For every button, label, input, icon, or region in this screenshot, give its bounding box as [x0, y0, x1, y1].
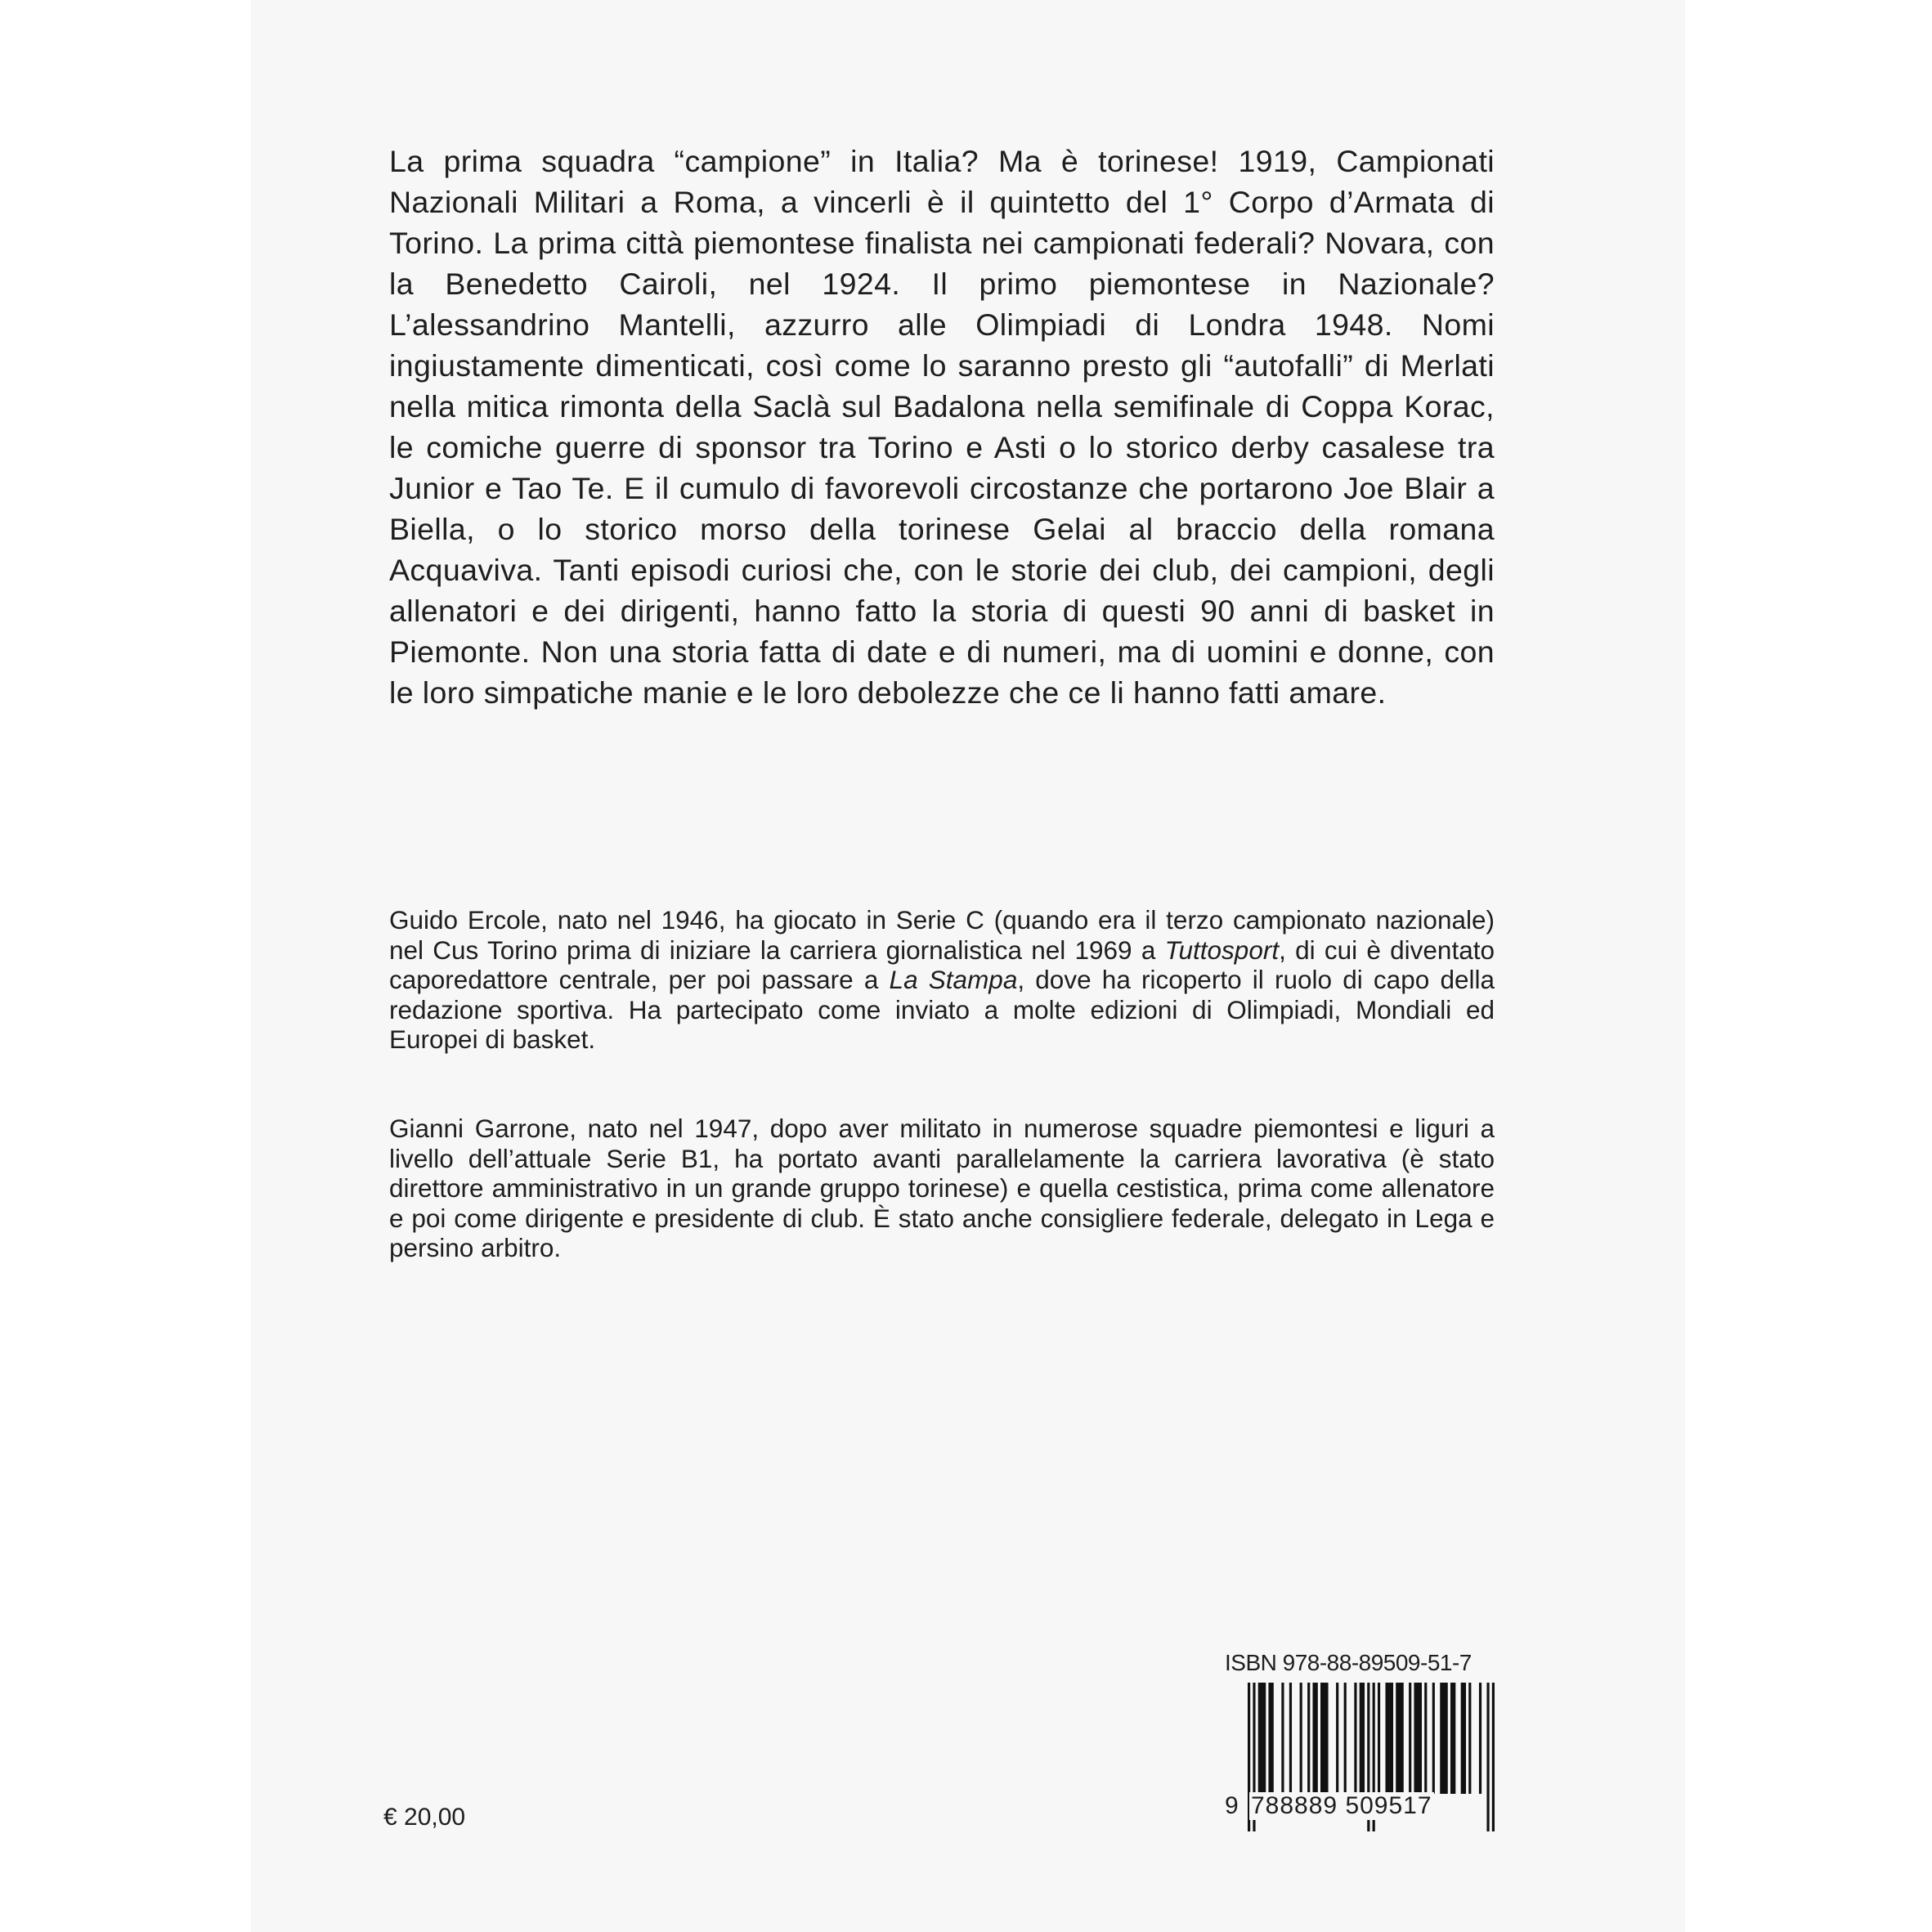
- barcode-bar: [1289, 1683, 1292, 1794]
- barcode-bar: [1312, 1683, 1317, 1794]
- barcode-bar: [1307, 1683, 1310, 1794]
- ean-first-digit: 9: [1225, 1792, 1239, 1819]
- barcode-bar: [1468, 1683, 1471, 1794]
- barcode-bar: [1336, 1683, 1338, 1794]
- bio-ercole-text-1: Guido Ercole, nato nel 1946, ha giocato in Serie C (quando era il terzo campionato nazionale) nel Cus Torino prima di iniziare la carriera giornalistica nel 1969 a: [389, 905, 1495, 965]
- isbn-barcode-block: [1225, 1650, 1495, 1831]
- ean-digits: [1225, 1792, 1495, 1825]
- barcode-bar: [1320, 1683, 1329, 1794]
- bio-ercole-text-3: , dove ha ricoperto il ruolo di capo della redazione sportiva. Ha partecipato come inviato a molte edizioni di Olimpiadi, Mondiali ed Europei di basket.: [389, 965, 1495, 1054]
- barcode-bar: [1281, 1683, 1284, 1794]
- bio-ercole-italic-2: La Stampa: [889, 965, 1018, 994]
- barcode-bar: [1414, 1683, 1422, 1794]
- author-bio-garrone: Gianni Garrone, nato nel 1947, dopo aver militato in numerose squadre piemontesi e liguri a livello dell’attuale Serie B1, ha portato avanti parallelamente la carriera lavorativa (è stato direttore amministrativo in un grande gruppo torinese) e quella cestistica, prima come allenatore e poi come dirigente e presidente di club. È stato anche consigliere federale, delegato in Lega e persino arbitro.: [389, 1114, 1495, 1262]
- barcode-bar: [1450, 1683, 1455, 1794]
- isbn-label: ISBN 978-88-89509-51-7: [1225, 1650, 1472, 1675]
- bio-ercole-italic-1: Tuttosport: [1164, 935, 1280, 965]
- barcode-bar: [1479, 1683, 1481, 1794]
- barcode-bar: [1409, 1683, 1411, 1794]
- barcode-bar: [1432, 1683, 1435, 1794]
- barcode-bar: [1300, 1683, 1302, 1794]
- ean-remaining-digits: 788889 509517: [1251, 1792, 1432, 1819]
- barcode-bar: [1461, 1683, 1466, 1794]
- barcode-bar: [1344, 1683, 1347, 1794]
- barcode-bar: [1378, 1683, 1380, 1794]
- price-label: € 20,00: [383, 1804, 466, 1831]
- barcode-bar: [1360, 1683, 1365, 1794]
- barcode-bar: [1440, 1683, 1448, 1794]
- barcode-bar: [1268, 1683, 1273, 1794]
- author-bio-ercole: [389, 905, 1495, 1055]
- barcode-bar: [1424, 1683, 1427, 1794]
- barcode-bar: [1385, 1683, 1393, 1794]
- barcode-bar: [1258, 1683, 1266, 1794]
- barcode-bar: [1396, 1683, 1404, 1794]
- barcode-bar: [1354, 1683, 1356, 1794]
- bio-ercole-text-2: , di cui è diventato caporedattore centrale, per poi passare a: [389, 935, 1495, 994]
- blurb-paragraph: La prima squadra “campione” in Italia? Ma è torinese! 1919, Campionati Nazionali Militari a Roma, a vincerli è il quintetto del 1° Corpo d’Armata di Torino. La prima città piemontese finalista nei campionati federali? Novara, con la Benedetto Cairoli, nel 1924. Il primo piemontese in Nazionale? L’alessandrino Mantelli, azzurro alle Olimpiadi di Londra 1948. Nomi ingiustamente dimenticati, così come lo saranno presto gli “autofalli” di Merlati nella mitica rimonta della Saclà sul Badalona nella semifinale di Coppa Korac, le comiche guerre di sponsor tra Torino e Asti o lo storico derby casalese tra Junior e Tao Te. E il cumulo di favorevoli circostanze che portarono Joe Blair a Biella, o lo storico morso della torinese Gelai al braccio della romana Acquaviva. Tanti episodi curiosi che, con le storie dei club, dei campioni, degli allenatori e dei dirigenti, hanno fatto la storia di questi 90 anni di basket in Piemonte. Non una storia fatta di date e di numeri, ma di uomini e donne, con le loro simpatiche manie e le loro debolezze che ce li hanno fatti amare.: [389, 144, 1495, 710]
